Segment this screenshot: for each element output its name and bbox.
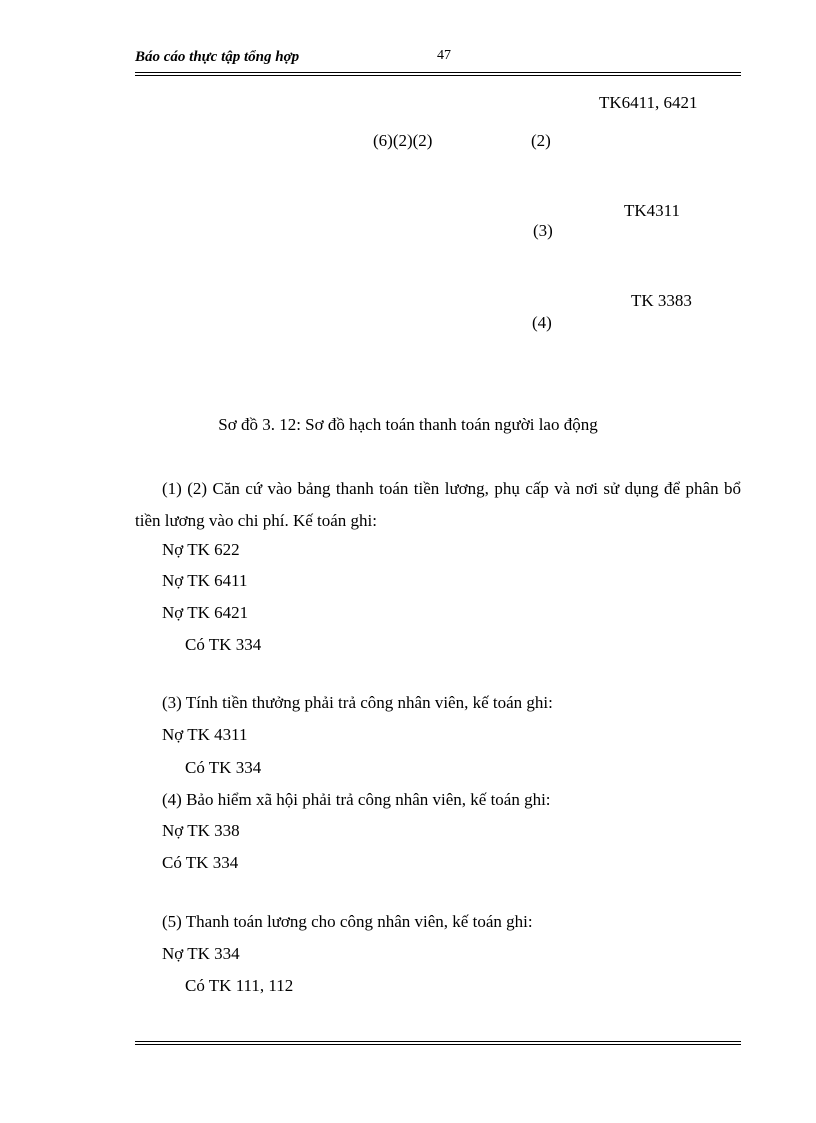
entry-line: Nợ TK 4311 <box>162 725 248 744</box>
arrow-label-3: (3) <box>533 221 553 240</box>
paragraph-3: (3) Tính tiền thưởng phải trả công nhân viên, kế toán ghi: <box>162 693 553 712</box>
entry-line: Nợ TK 6421 <box>162 603 249 622</box>
entry-line: Có TK 111, 112 <box>185 976 294 995</box>
arrow-label-2: (2) <box>531 131 551 150</box>
arrow-label-4: (4) <box>532 313 552 332</box>
diagram-caption: Sơ đồ 3. 12: Sơ đồ hạch toán thanh toán người lao động <box>218 415 598 434</box>
header-rule-top <box>135 72 741 73</box>
header-rule-bottom <box>135 75 741 76</box>
entry-line: Có TK 334 <box>185 758 262 777</box>
entry-line: Có TK 334 <box>185 635 262 654</box>
entry-line: Có TK 334 <box>162 853 239 872</box>
diagram-left-label: (6)(2)(2) <box>373 131 433 150</box>
entry-line: Nợ TK 334 <box>162 944 240 963</box>
paragraph-5: (5) Thanh toán lương cho công nhân viên, kế toán ghi: <box>162 912 533 931</box>
page-number: 47 <box>437 48 451 63</box>
entry-line: Nợ TK 338 <box>162 821 240 840</box>
entry-line: Nợ TK 622 <box>162 540 240 559</box>
paragraph-1-2: (1) (2) Căn cứ vào bảng thanh toán tiền lương, phụ cấp và nơi sử dụng để phân bổ tiền lương vào chi phí. Kế toán ghi: <box>135 479 741 530</box>
footer-rule-top <box>135 1041 741 1042</box>
entry-line: Nợ TK 6411 <box>162 571 248 590</box>
paragraph-4: (4) Bảo hiểm xã hội phải trả công nhân viên, kế toán ghi: <box>162 790 551 809</box>
account-label-tk4311: TK4311 <box>624 201 681 220</box>
document-header-title: Báo cáo thực tập tổng hợp <box>135 49 300 65</box>
account-label-tk6411-6421: TK6411, 6421 <box>599 93 698 112</box>
account-label-tk3383: TK 3383 <box>631 291 692 310</box>
footer-rule-bottom <box>135 1044 741 1045</box>
